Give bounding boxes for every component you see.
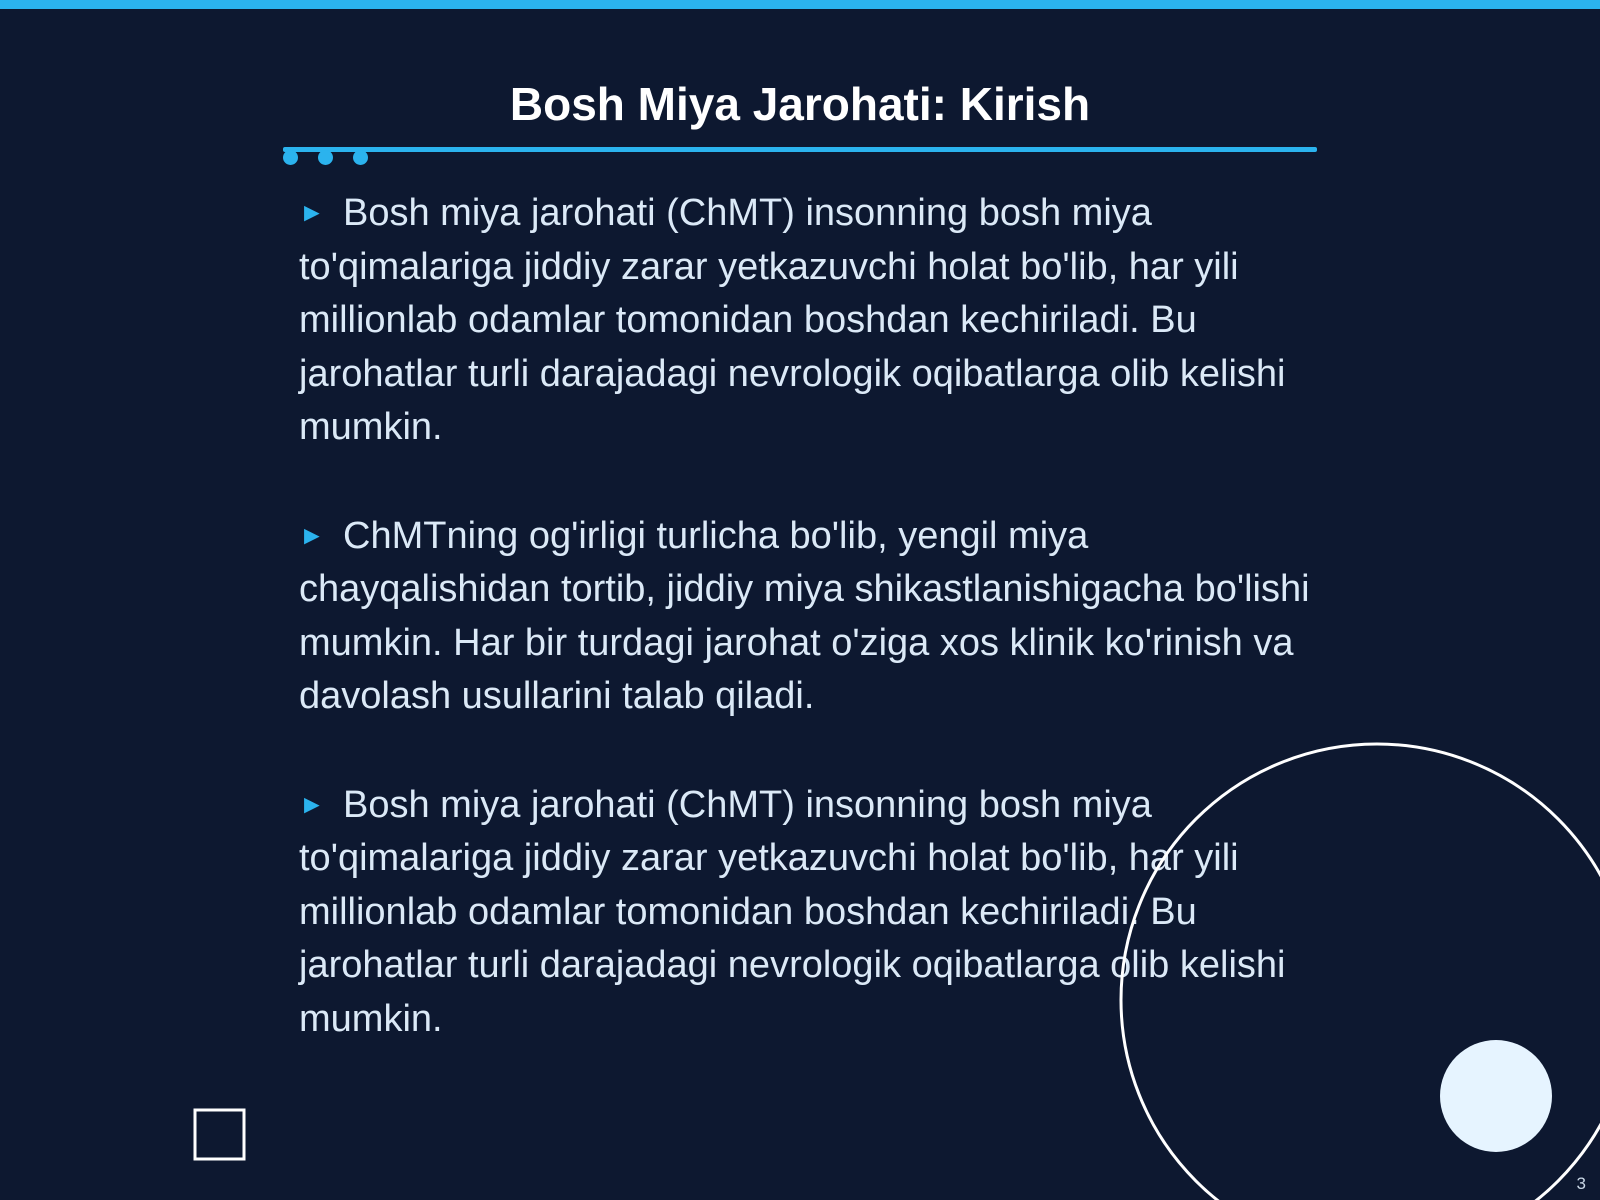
bullet-item (299, 509, 1319, 724)
slide-title: Bosh Miya Jarohati: Kirish (509, 78, 1091, 130)
accent-dot (318, 150, 333, 165)
bullet-arrow-icon: ► (299, 519, 325, 550)
accent-dot (353, 150, 368, 165)
accent-dot (283, 150, 298, 165)
top-accent-bar (0, 0, 1600, 9)
bullet-list (299, 186, 1319, 1100)
bullet-text: ChMTning og'irligi turlicha bo'lib, yengil miya chayqalishidan tortib, jiddiy miya shikastlanishigacha bo'lishi mumkin. Har bir turdagi jarohat o'ziga xos klinik ko'rinish va davolash usullarini talab qiladi. (299, 514, 1310, 717)
bullet-text: Bosh miya jarohati (ChMT) insonning bosh miya to'qimalariga jiddiy zarar yetkazuvchi holat bo'lib, har yili millionlab odamlar tomonidan boshdan kechiriladi. Bu jarohatlar turli darajadagi nevrologik oqibatlarga olib kelishi mumkin. (299, 783, 1286, 1040)
bullet-item (299, 186, 1319, 455)
square-outline-icon (195, 1110, 244, 1159)
bullet-text: Bosh miya jarohati (ChMT) insonning bosh miya to'qimalariga jiddiy zarar yetkazuvchi holat bo'lib, har yili millionlab odamlar tomonidan boshdan kechiriladi. Bu jarohatlar turli darajadagi nevrologik oqibatlarga olib kelishi mumkin. (299, 192, 1286, 448)
title-underline (283, 147, 1317, 152)
page-number: 3 (1576, 1174, 1586, 1193)
small-filled-circle-icon (1440, 1040, 1552, 1152)
bullet-item (299, 778, 1319, 1047)
bullet-arrow-icon: ► (299, 197, 325, 227)
bullet-arrow-icon: ► (299, 788, 325, 819)
